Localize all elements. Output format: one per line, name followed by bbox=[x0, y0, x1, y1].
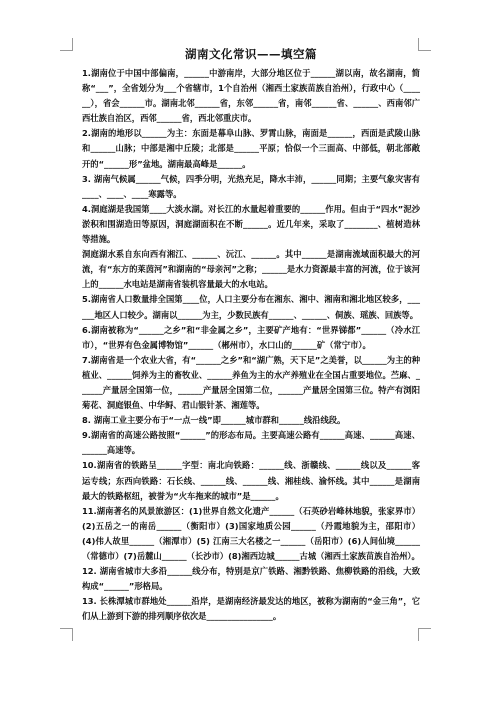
paragraph-12: 12. 湖南省城市大多沿______线分布，特别是京广铁路、湘黔铁路、焦柳铁路的沿线，大致构成“______”形格局。 bbox=[82, 566, 420, 592]
paragraph-4: 4.洞庭湖是我国第____大淡水湖。对长江的水量起着重要的______作用。但由于“四水”泥沙淤积和围湖造田等原因，洞庭湖面积在不断______。近几年来，采取了________、植树造林等措施。 bbox=[82, 203, 420, 245]
paragraph-9: 9.湖南省的高速公路按照“______”的形态布局。主要高速公路有______高速、______高速、______高速等。 bbox=[82, 430, 420, 456]
paragraph-6: 6.湖南被称为“______之乡”和“非金属之乡”，主要矿产地有：“世界锑都”______（冷水江市），“世界有色金属博物馆”______（郴州市），水口山的______矿（常宁市）。 bbox=[82, 324, 420, 350]
paragraph-8: 8. 湖南工业主要分布于“一点一线”即______城市群和______线沿线段。 bbox=[82, 415, 346, 426]
document-page bbox=[82, 46, 420, 624]
paragraph-13: 13. 长株潭城市群地处______沿岸，是湖南经济最发达的地区，被称为湖南的“金三角”，它们从上游到下游的排列顺序依次是________________。 bbox=[82, 596, 420, 622]
crop-mark-top-left bbox=[60, 38, 73, 51]
document-title: 湖南文化常识——填空篇 bbox=[185, 47, 317, 61]
paragraph-10: 10.湖南省的铁路呈______字型：南北向铁路：______线、浙赣线、______线以及______客运专线；东西向铁路：石长线、______线、______线、湘桂线、渝怀线。其中______是湖南最大的铁路枢纽，被誉为“火车拖来的城市”是______。 bbox=[82, 460, 420, 501]
paragraph-2: 2.湖南的地形以______为主：东面是幕阜山脉、罗霄山脉，南面是______，西面是武陵山脉和______山脉；中部是湘中丘陵；北部是______平原；恰似一个三面高、中部低，朝北部敞开的“______形”盆地。湖南最高峰是______。 bbox=[82, 128, 420, 169]
paragraph-11: 11.湖南著名的风景旅游区：(1)世界自然文化遗产______（石英砂岩峰林地貌，张家界市）(2)五岳之一的南岳______（衡阳市）(3)国家地质公园______（丹霞地貌为主，邵阳市）(4)伟人故里______（湘潭市）(5) 江南三大名楼之一______（岳阳市）(6)人间仙境______（常德市）(7)岳麓山______（长沙市）(8)湘西边城______古城（湘西土家族苗族自治州）。 bbox=[82, 505, 420, 561]
paragraph-1: 1.湖南位于中国中部偏南，______中游南岸，大部分地区位于______湖以南，故名湖南，简称“___”，全省划分为___个省辖市，1个自治州（湘西土家族苗族自治州），行政中心（______），省会______市。湖南北邻______省，东邻______省，南邻______省、______、西南邻广西壮族自治区，西邻______省，西北邻重庆市。 bbox=[82, 68, 420, 124]
crop-mark-bottom-left bbox=[60, 628, 73, 641]
crop-mark-bottom-right bbox=[418, 628, 431, 641]
paragraph-7: 7.湖南省是一个农业大省，有“______之乡”和“湖广熟，天下足”之美誉，以______为主的种植业、______饲养为主的畜牧业、______养鱼为主的水产养殖业在全国占重要地位。苎麻、______产量居全国第一位，______产量居全国第二位，______产量居全国第三位。特产有浏阳菊花、洞庭银鱼、中华鲟、君山银针茶、湘莲等。 bbox=[82, 354, 420, 411]
paragraph-4b: 洞庭湖水系自东向西有湘江、______、沅江、______。其中______是湖南流域面积最大的河流，有“东方的莱茵河”和湖南的“母亲河”之称；______是水力资源最丰富的河流，位于该河上的______水电站是湖南省装机容量最大的水电站。 bbox=[82, 249, 420, 290]
paragraph-3: 3. 湖南气候属______气候，四季分明，光热充足，降水丰沛，______同期；主要气象灾害有____、____、____寒露等。 bbox=[82, 173, 420, 199]
paragraph-5: 5.湖南省人口数量排全国第____位，人口主要分布在湘东、湘中、湘南和湘北地区较多，______地区人口较少。湖南以______为主，少数民族有______、______、侗族、瑶族、回族等。 bbox=[82, 294, 420, 320]
